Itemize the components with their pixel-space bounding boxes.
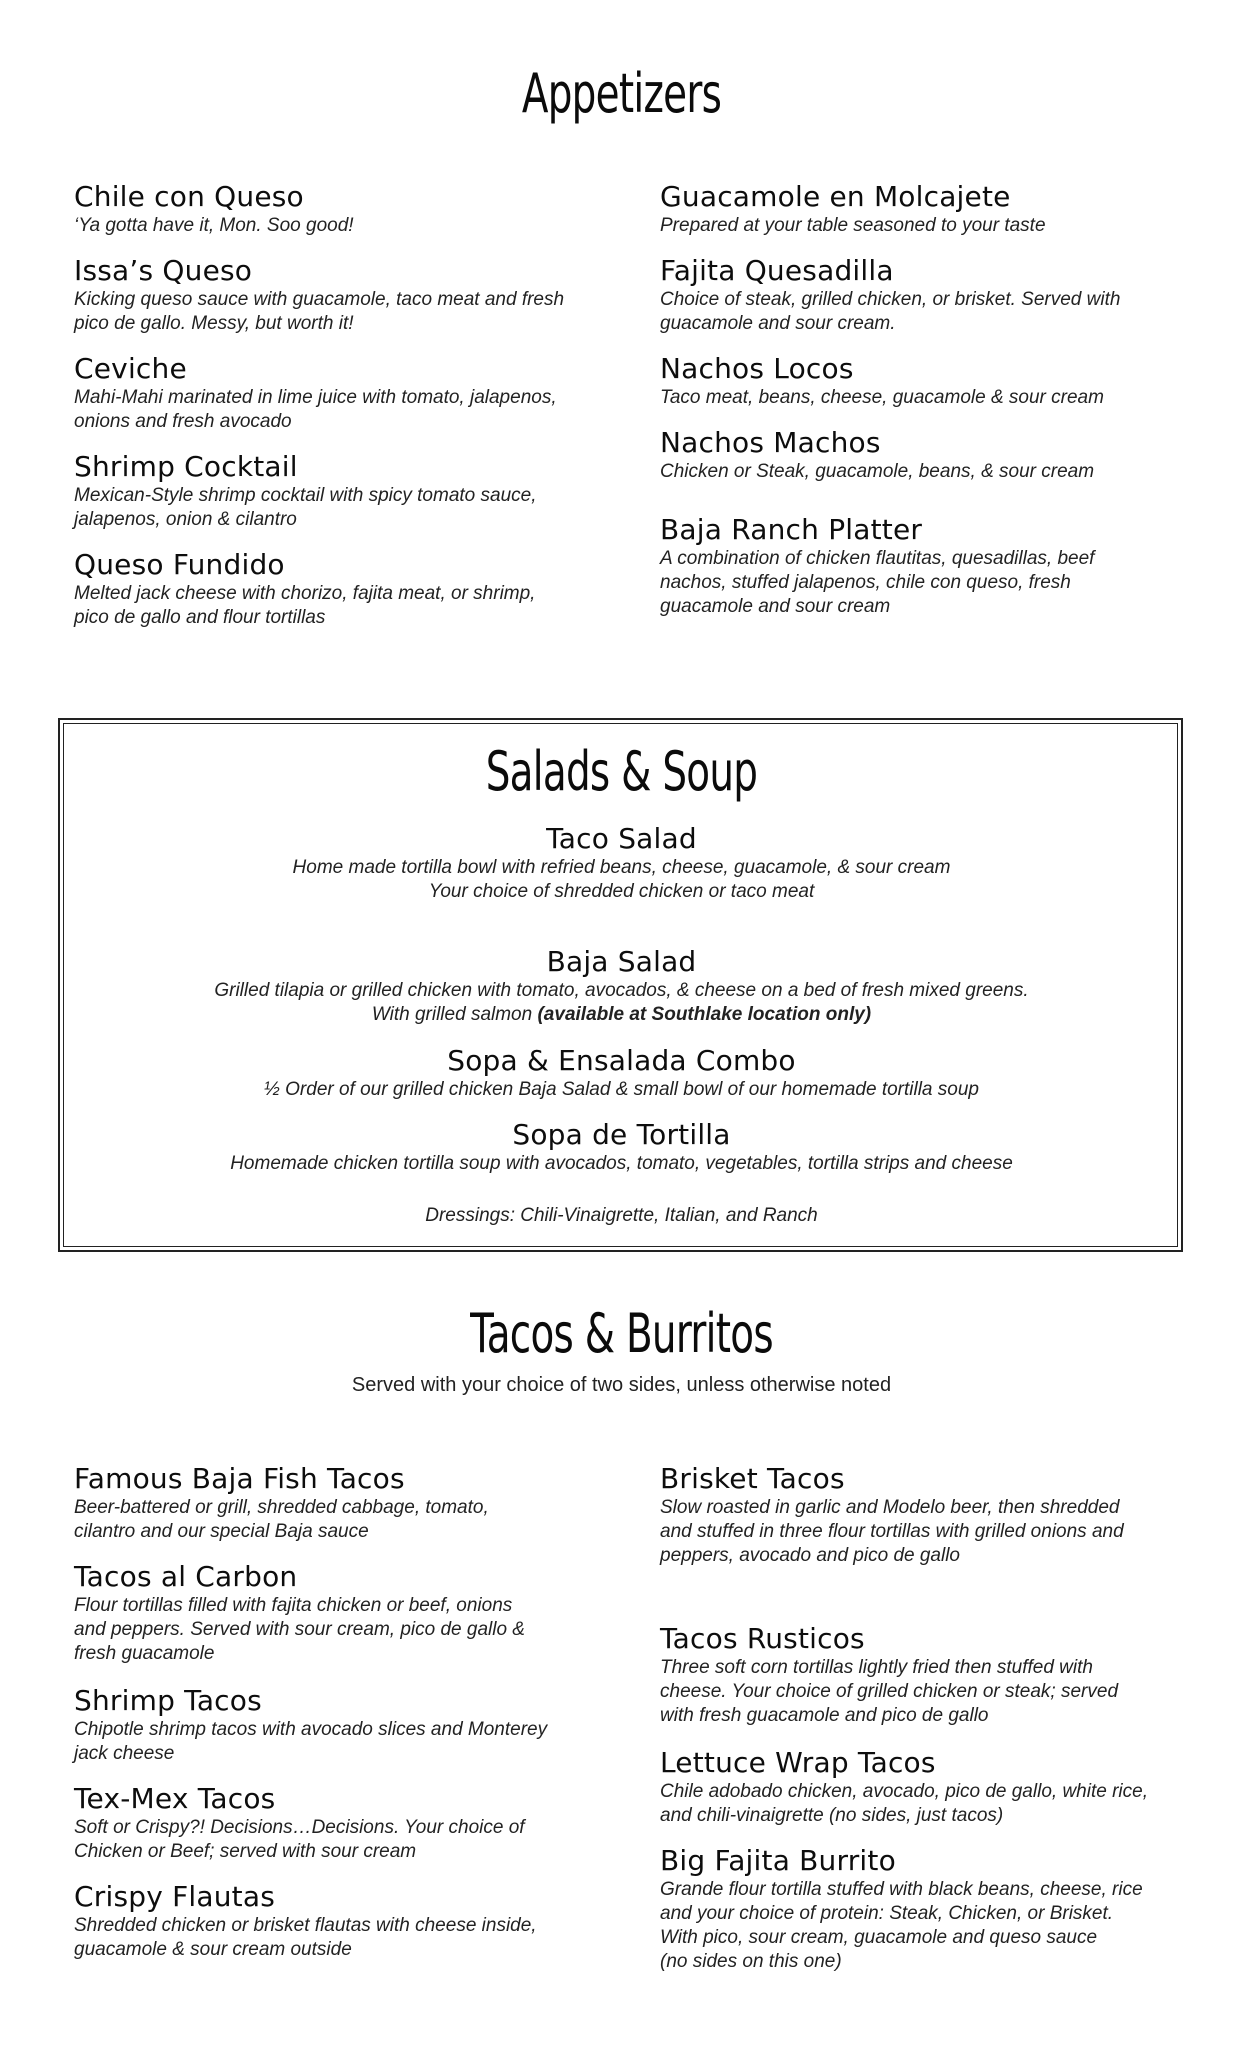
salmon-option: With grilled salmon [371,1004,538,1025]
tacos-subtitle: Served with your choice of two sides, unless otherwise noted [351,1374,892,1396]
item-name: Crispy Flautas [74,1880,275,1913]
item-name: Baja Salad [546,945,697,978]
menu-item [74,180,614,238]
item-name: Tacos al Carbon [74,1560,298,1593]
item-description: Prepared at your table seasoned to your taste [660,215,1046,236]
menu-item [660,513,1200,619]
item-description: Melted jack cheese with chorizo, fajita meat, or shrimp, pico de gallo and flour tortillas [74,583,536,628]
item-description: Grilled tilapia or grilled chicken with tomato, avocados, & cheese on a bed of fresh mixed greens. [214,980,1029,1001]
item-description: Taco meat, beans, cheese, guacamole & sour cream [660,387,1104,408]
item-name: Fajita Quesadilla [660,254,894,287]
menu-item [0,945,1243,1027]
item-description: Kicking queso sauce with guacamole, taco meat and fresh pico de gallo. Messy, but worth it! [74,289,565,334]
menu-item [660,426,1200,484]
menu-item [0,1118,1243,1176]
item-description: Mahi-Mahi marinated in lime juice with tomato, jalapenos, onions and fresh avocado [74,387,557,432]
appetizers-title: Appetizers [521,62,722,125]
item-name: Sopa & Ensalada Combo [447,1044,796,1077]
item-name: Lettuce Wrap Tacos [660,1746,936,1779]
item-description: Shredded chicken or brisket flautas with cheese inside, guacamole & sour cream outside [74,1915,537,1960]
menu-item [660,1746,1200,1828]
item-name: Big Fajita Burrito [660,1844,896,1877]
menu-item [660,180,1200,238]
menu-item [74,1684,614,1766]
item-description: Beer-battered or grill, shredded cabbage, tomato, cilantro and our special Baja sauce [74,1497,489,1542]
item-description: Mexican-Style shrimp cocktail with spicy tomato sauce, jalapenos, onion & cilantro [74,485,537,530]
item-name: Brisket Tacos [660,1462,845,1495]
item-name: Queso Fundido [74,548,285,581]
item-description: Chipotle shrimp tacos with avocado slices and Monterey jack cheese [74,1719,548,1764]
item-description: Three soft corn tortillas lightly fried then stuffed with cheese. Your choice of grilled chicken or steak; served with fresh guacamole and pico de gallo [660,1657,1119,1726]
item-description: Slow roasted in garlic and Modelo beer, then shredded and stuffed in three flour tortillas with grilled onions and peppers, avocado and pico de gallo [660,1497,1124,1566]
menu-item [0,822,1243,904]
menu-item [660,1462,1200,1568]
dressings-text: Dressings: Chili-Vinaigrette, Italian, and Ranch [425,1205,818,1226]
dressings-note [0,1204,1243,1228]
menu-item [74,1462,614,1544]
item-description: A combination of chicken flautitas, quesadillas, beef nachos, stuffed jalapenos, chile con queso, fresh guacamole and sour cream [660,548,1095,617]
location-note: (available at Southlake location only) [537,1004,872,1025]
item-name: Famous Baja Fish Tacos [74,1462,405,1495]
menu-item [74,450,614,532]
item-description: Chicken or Steak, guacamole, beans, & sour cream [660,461,1095,482]
item-name: Taco Salad [546,822,697,855]
item-name: Sopa de Tortilla [512,1118,731,1151]
item-description: ½ Order of our grilled chicken Baja Salad & small bowl of our homemade tortilla soup [264,1079,979,1100]
item-description: Choice of steak, grilled chicken, or brisket. Served with guacamole and sour cream. [660,289,1121,334]
item-name: Ceviche [74,352,187,385]
item-description: Chile adobado chicken, avocado, pico de gallo, white rice, and chili-vinaigrette (no sides, just tacos) [660,1781,1148,1826]
menu-item [74,1880,614,1962]
menu-item [660,254,1200,336]
item-name: Chile con Queso [74,180,304,213]
item-description: Soft or Crispy?! Decisions…Decisions. Your choice of Chicken or Beef; served with sour cream [74,1817,525,1862]
item-name: Nachos Locos [660,352,854,385]
item-name: Guacamole en Molcajete [660,180,1011,213]
menu-item [74,1782,614,1864]
menu-item [74,548,614,630]
menu-item [660,1622,1200,1728]
salads-soup-title: Salads & Soup [485,740,758,803]
item-name: Tex-Mex Tacos [74,1782,276,1815]
item-name: Nachos Machos [660,426,881,459]
item-description: Flour tortillas filled with fajita chicken or beef, onions and peppers. Served with sour cream, pico de gallo & fresh guacamole [74,1595,525,1664]
menu-item [660,352,1200,410]
menu-item [74,352,614,434]
item-description: Home made tortilla bowl with refried beans, cheese, guacamole, & sour cream Your choice of shredded chicken or taco meat [292,857,951,902]
item-name: Shrimp Cocktail [74,450,298,483]
item-description-line2 [0,1003,1243,1027]
item-name: Issa’s Queso [74,254,253,287]
item-name: Baja Ranch Platter [660,513,923,546]
menu-item [0,1044,1243,1102]
item-description: Grande flour tortilla stuffed with black beans, cheese, rice and your choice of protein: Steak, Chicken, or Brisket. With pico, sour cream, guacamole and queso sauce (no sides on this one) [660,1879,1143,1972]
item-description: ‘Ya gotta have it, Mon. Soo good! [74,215,354,236]
tacos-burritos-title: Tacos & Burritos [470,1302,773,1365]
menu-item [74,254,614,336]
item-name: Tacos Rusticos [660,1622,865,1655]
menu-item [74,1560,614,1666]
menu-item [660,1844,1200,1974]
item-description: Homemade chicken tortilla soup with avocados, tomato, vegetables, tortilla strips and cheese [230,1153,1013,1174]
item-name: Shrimp Tacos [74,1684,262,1717]
